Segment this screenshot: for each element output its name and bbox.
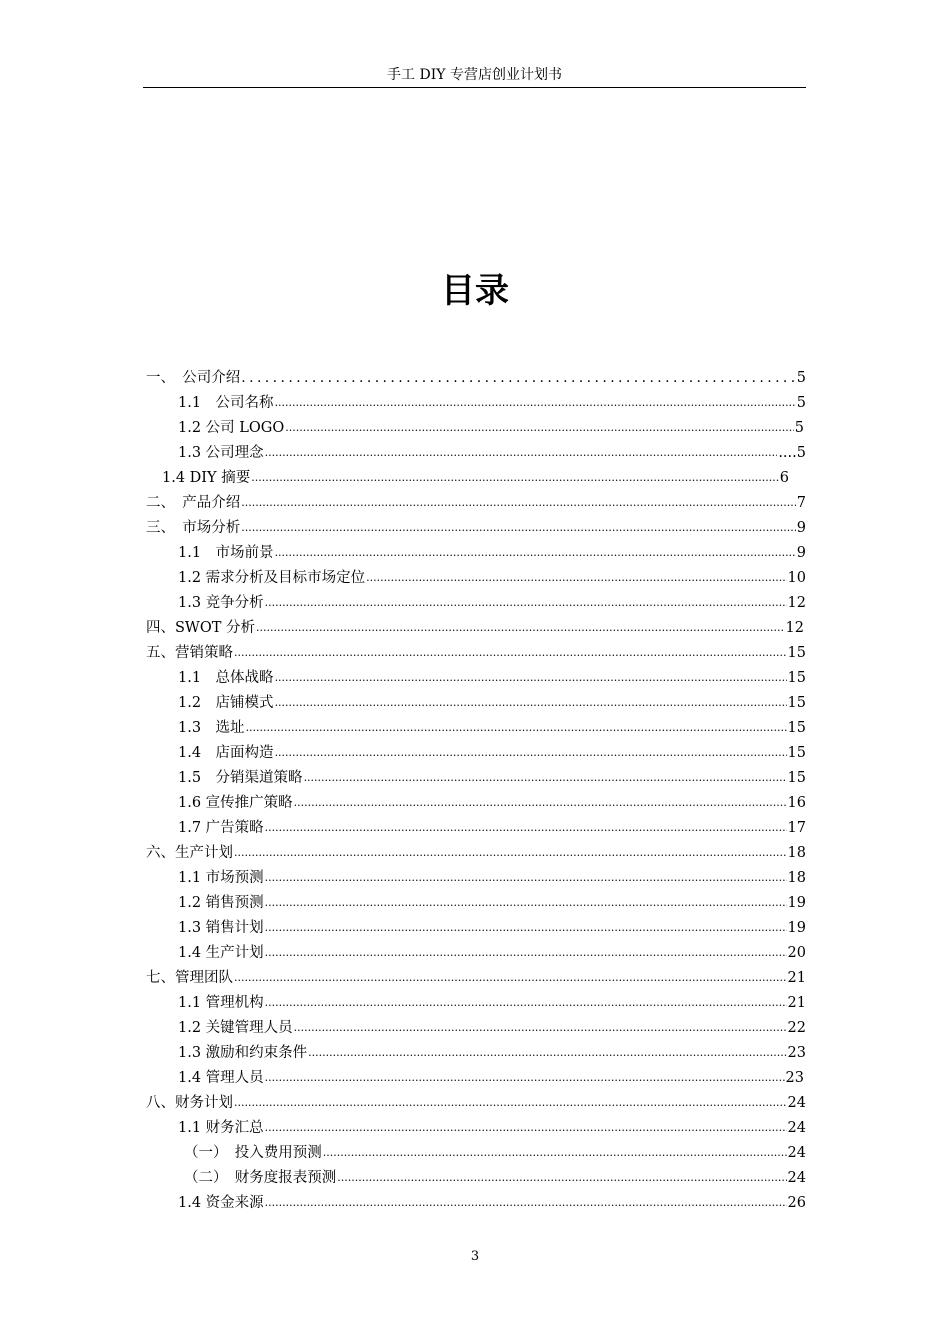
- toc-leader: [337, 1167, 786, 1189]
- toc-entry-page: 15: [787, 745, 806, 761]
- toc-entry[interactable]: [178, 442, 806, 464]
- toc-entry-page: 5: [796, 370, 806, 386]
- toc-entry-label: 1.2 店铺模式: [178, 695, 274, 711]
- toc-entry-label: （二） 财务度报表预测: [184, 1170, 337, 1186]
- toc-entry[interactable]: [146, 367, 806, 389]
- toc-entry-page: 24: [787, 1095, 806, 1111]
- toc-entry[interactable]: [146, 492, 806, 514]
- toc-leader: [265, 942, 787, 964]
- toc-entry-page: 24: [787, 1120, 806, 1136]
- toc-leader: [265, 992, 787, 1014]
- toc-entry-label: 六、生产计划: [146, 845, 233, 861]
- toc-leader: [294, 792, 787, 814]
- toc-entry-page: 5: [796, 395, 806, 411]
- toc-entry-page: 5: [794, 420, 804, 436]
- toc-entry[interactable]: [178, 417, 804, 439]
- toc-entry-label: 七、管理团队: [146, 970, 233, 986]
- toc-entry-page: 12: [785, 620, 804, 636]
- toc-entry[interactable]: [178, 692, 806, 714]
- toc-leader: [265, 1117, 787, 1139]
- toc-leader: [265, 917, 787, 939]
- toc-entry-label: 五、营销策略: [146, 645, 233, 661]
- toc-leader: [265, 1067, 785, 1089]
- toc-entry-label: 1.4 店面构造: [178, 745, 274, 761]
- toc-entry-page: 20: [787, 945, 806, 961]
- toc-entry-page: 15: [787, 720, 806, 736]
- toc-entry-page: 19: [787, 920, 806, 936]
- toc-entry-label: 1.3 激励和约束条件: [178, 1045, 308, 1061]
- toc-entry-label: 1.1 市场前景: [178, 545, 274, 561]
- toc-leader: [265, 1192, 787, 1214]
- toc-entry-label: 八、财务计划: [146, 1095, 233, 1111]
- toc-entry[interactable]: [184, 1167, 806, 1189]
- toc-entry[interactable]: [178, 792, 806, 814]
- toc-entry-label: 1.1 总体战略: [178, 670, 274, 686]
- toc-entry-label: 1.4 生产计划: [178, 945, 264, 961]
- toc-leader: [265, 867, 787, 889]
- toc-leader: [294, 1017, 787, 1039]
- toc-leader: [246, 717, 787, 739]
- page-number: 3: [470, 1249, 480, 1264]
- toc-leader: [241, 517, 796, 539]
- toc-entry-label: 一、 公司介绍: [146, 370, 241, 386]
- toc-entry[interactable]: [178, 1042, 806, 1064]
- toc-entry[interactable]: [178, 1117, 806, 1139]
- toc-leader: [275, 742, 787, 764]
- toc-entry-label: （一） 投入费用预测: [184, 1145, 322, 1161]
- toc-entry[interactable]: [178, 992, 806, 1014]
- toc-entry[interactable]: [178, 567, 806, 589]
- toc-entry-label: 1.3 公司理念: [178, 445, 264, 461]
- toc-leader: [265, 592, 787, 614]
- toc-entry-page: 15: [787, 695, 806, 711]
- toc-entry[interactable]: [146, 967, 806, 989]
- toc-entry-label: 1.1 管理机构: [178, 995, 264, 1011]
- toc-entry-page: 7: [796, 495, 806, 511]
- toc-entry-page: 18: [787, 870, 806, 886]
- toc-leader: [234, 1092, 787, 1114]
- toc-entry-page: 15: [787, 670, 806, 686]
- toc-entry[interactable]: [178, 1017, 806, 1039]
- toc-leader: [241, 367, 796, 389]
- toc-entry-page: 23: [787, 1045, 806, 1061]
- toc-entry-label: 1.7 广告策略: [178, 820, 264, 836]
- toc-entry[interactable]: [178, 392, 806, 414]
- toc-entry[interactable]: [146, 517, 806, 539]
- toc-leader: [285, 417, 794, 439]
- toc-entry-page: 19: [787, 895, 806, 911]
- toc-entry-page: 16: [787, 795, 806, 811]
- toc-entry-page: 23: [785, 1070, 804, 1086]
- toc-leader: [265, 442, 778, 464]
- toc-entry[interactable]: [178, 1192, 806, 1214]
- toc-entry[interactable]: [178, 867, 806, 889]
- toc-entry-label: 1.3 竞争分析: [178, 595, 264, 611]
- toc-entry[interactable]: [178, 942, 806, 964]
- toc-leader: [323, 1142, 787, 1164]
- toc-leader: [241, 492, 796, 514]
- toc-entry-page: 26: [787, 1195, 806, 1211]
- toc-entry[interactable]: [178, 917, 806, 939]
- toc-entry-label: 1.2 关键管理人员: [178, 1020, 293, 1036]
- toc-entry-page: 21: [787, 970, 806, 986]
- toc-entry-page: 18: [787, 845, 806, 861]
- toc-entry[interactable]: [178, 892, 806, 914]
- toc-entry[interactable]: [146, 1092, 806, 1114]
- toc-entry-label: 1.6 宣传推广策略: [178, 795, 293, 811]
- toc-entry-page: 9: [796, 545, 806, 561]
- toc-leader: [304, 767, 787, 789]
- toc-entry-label: 二、 产品介绍: [146, 495, 241, 511]
- toc-leader: [234, 842, 787, 864]
- toc-entry-page: ....5: [778, 445, 806, 461]
- toc-entry-label: 1.1 财务汇总: [178, 1120, 264, 1136]
- toc-entry-page: 15: [787, 645, 806, 661]
- toc-entry-label: 1.4 DIY 摘要: [162, 470, 251, 486]
- toc-entry[interactable]: [178, 742, 806, 764]
- toc-entry[interactable]: [184, 1142, 806, 1164]
- toc-leader: [265, 892, 787, 914]
- toc-entry-label: 1.2 销售预测: [178, 895, 264, 911]
- toc-entry[interactable]: [178, 592, 806, 614]
- toc-leader: [366, 567, 786, 589]
- toc-entry-page: 6: [779, 470, 789, 486]
- toc-entry-page: 15: [787, 770, 806, 786]
- toc-entry-label: 1.3 销售计划: [178, 920, 264, 936]
- toc-entry-label: 1.1 公司名称: [178, 395, 274, 411]
- toc-entry-page: 9: [796, 520, 806, 536]
- toc-leader: [275, 542, 796, 564]
- toc-entry-page: 12: [787, 595, 806, 611]
- toc-entry[interactable]: [178, 817, 806, 839]
- toc-entry-label: 四、SWOT 分析: [146, 620, 256, 636]
- toc-entry[interactable]: [178, 542, 806, 564]
- toc-entry[interactable]: [146, 642, 806, 664]
- toc-title: 目录: [441, 271, 509, 311]
- toc-entry-label: 1.4 资金来源: [178, 1195, 264, 1211]
- toc-entry[interactable]: [178, 1067, 804, 1089]
- toc-entry-page: 10: [787, 570, 806, 586]
- toc-entry-page: 22: [787, 1020, 806, 1036]
- toc-entry-label: 1.4 管理人员: [178, 1070, 264, 1086]
- toc-entry[interactable]: [146, 617, 804, 639]
- toc-leader: [234, 642, 787, 664]
- toc-leader: [275, 392, 796, 414]
- toc-leader: [308, 1042, 786, 1064]
- toc-entry[interactable]: [178, 717, 806, 739]
- toc-entry-label: 1.1 市场预测: [178, 870, 264, 886]
- toc-entry-page: 24: [787, 1170, 806, 1186]
- toc-entry-page: 24: [787, 1145, 806, 1161]
- toc-leader: [265, 817, 787, 839]
- toc-leader: [275, 692, 787, 714]
- page-header: 手工 DIY 专营店创业计划书: [387, 67, 562, 83]
- toc-entry[interactable]: [146, 842, 806, 864]
- toc-entry-label: 三、 市场分析: [146, 520, 241, 536]
- toc-entry-page: 17: [787, 820, 806, 836]
- toc-leader: [256, 617, 785, 639]
- toc-entry-label: 1.3 选址: [178, 720, 245, 736]
- toc-entry[interactable]: [178, 767, 806, 789]
- toc-entry-label: 1.5 分销渠道策略: [178, 770, 303, 786]
- toc-entry-page: 21: [787, 995, 806, 1011]
- toc-entry[interactable]: [162, 467, 789, 489]
- toc-entry[interactable]: [178, 667, 806, 689]
- toc-entry-label: 1.2 公司 LOGO: [178, 420, 285, 436]
- toc-leader: [275, 667, 787, 689]
- header-rule: [143, 87, 806, 88]
- toc-leader: [234, 967, 787, 989]
- toc-entry-label: 1.2 需求分析及目标市场定位: [178, 570, 366, 586]
- toc-leader: [251, 467, 779, 489]
